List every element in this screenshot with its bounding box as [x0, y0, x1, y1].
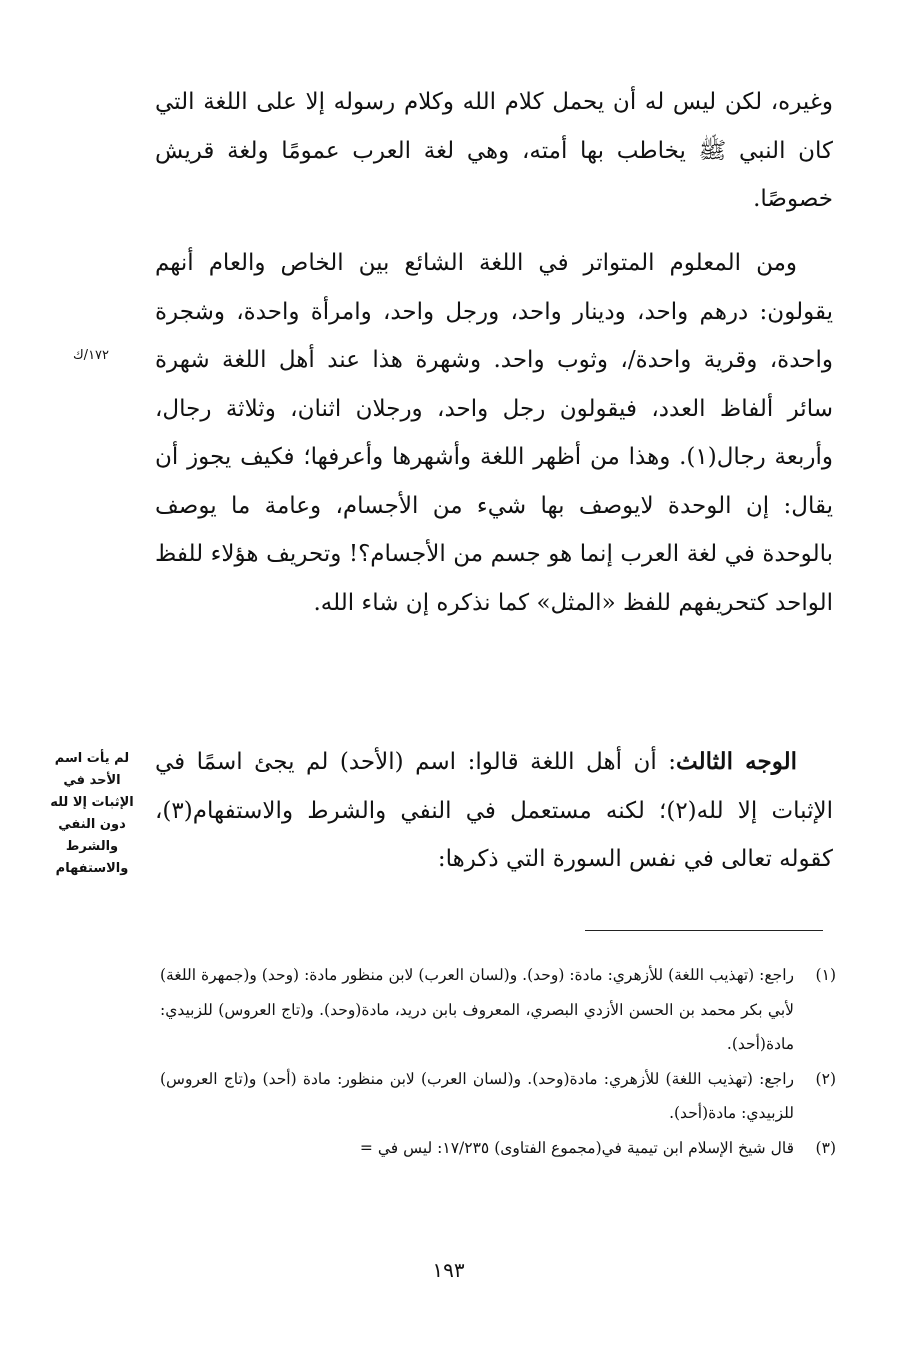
- footnote-3-text: قال شيخ الإسلام ابن تيمية في(مجموع الفتاوى) ١٧/٢٣٥: ليس في =: [359, 1138, 794, 1157]
- footnotes: [160, 958, 836, 1165]
- footnote-1-number: (١): [815, 966, 836, 984]
- paragraph-2: [155, 239, 833, 627]
- footnote-3-number: (٣): [815, 1138, 836, 1157]
- page-number: ١٩٣: [432, 1258, 465, 1282]
- footnote-separator: [585, 930, 823, 931]
- footnote-2-number: (٢): [815, 1069, 836, 1088]
- paragraph-1-text: وغيره، لكن ليس له أن يحمل كلام الله وكلام رسوله إلا على اللغة التي كان النبي ﷺ يخاطب بها أمته، وهي لغة العرب عمومًا ولغة قريش خصوصًا.: [155, 89, 833, 212]
- margin-side-note: لم يأت اسم الأحد في الإثبات إلا لله دون النفي والشرط والاستفهام: [50, 751, 134, 876]
- footnote-3: [160, 1131, 836, 1166]
- paragraph-2-text: ومن المعلوم المتواتر في اللغة الشائع بين الخاص والعام أنهم يقولون: درهم واحد، ودينار واحد، ورجل واحد، وامرأة واحدة، وشجرة واحدة، وقرية واحدة/، وثوب واحد. وشهرة هذا عند أهل اللغة شهرة سائر ألفاظ العدد، فيقولون رجل واحد، ورجلان اثنان، وثلاثة رجال، وأربعة رجال(١). وهذا من أظهر اللغة وأشهرها وأعرفها؛ فكيف يجوز أن يقال: إن الوحدة لايوصف بها شيء من الأجسام، وعامة ما يوصف بالوحدة في لغة العرب إنما هو جسم من الأجسام؟! وتحريف هؤلاء للفظ الواحد كتحريفهم للفظ «المثل» كما نذكره إن شاء الله.: [155, 250, 833, 616]
- footnote-1: [160, 958, 836, 1062]
- footnote-2-text: راجع: (تهذيب اللغة) للأزهري: مادة(وحد). و(لسان العرب) لابن منظور: مادة (أحد) و(تاج العروس) للزبيدي: مادة(أحد).: [160, 1069, 794, 1122]
- paragraph-3-text: [155, 738, 833, 884]
- paragraph-3-body: : أن أهل اللغة قالوا: اسم (الأحد) لم يجئ اسمًا في الإثبات إلا لله(٢)؛ لكنه مستعمل في النفي والشرط والاستفهام(٣)، كقوله تعالى في نفس السورة التي ذكرها:: [155, 749, 833, 872]
- section-heading-third-aspect: الوجه الثالث: [676, 748, 797, 775]
- footnote-1-text: راجع: (تهذيب اللغة) للأزهري: مادة: (وحد). و(لسان العرب) لابن منظور مادة: (وحد) و(جمهرة اللغة) لأبي بكر محمد بن الحسن الأزدي البصري، المعروف بابن دريد، مادة(وحد). و(تاج العروس) للزبيدي: مادة(أحد).: [160, 966, 794, 1053]
- margin-folio-reference: ١٧٢/ك: [72, 348, 110, 363]
- paragraph-1: [155, 78, 833, 224]
- footnote-2: [160, 1062, 836, 1131]
- paragraph-3: [155, 738, 833, 884]
